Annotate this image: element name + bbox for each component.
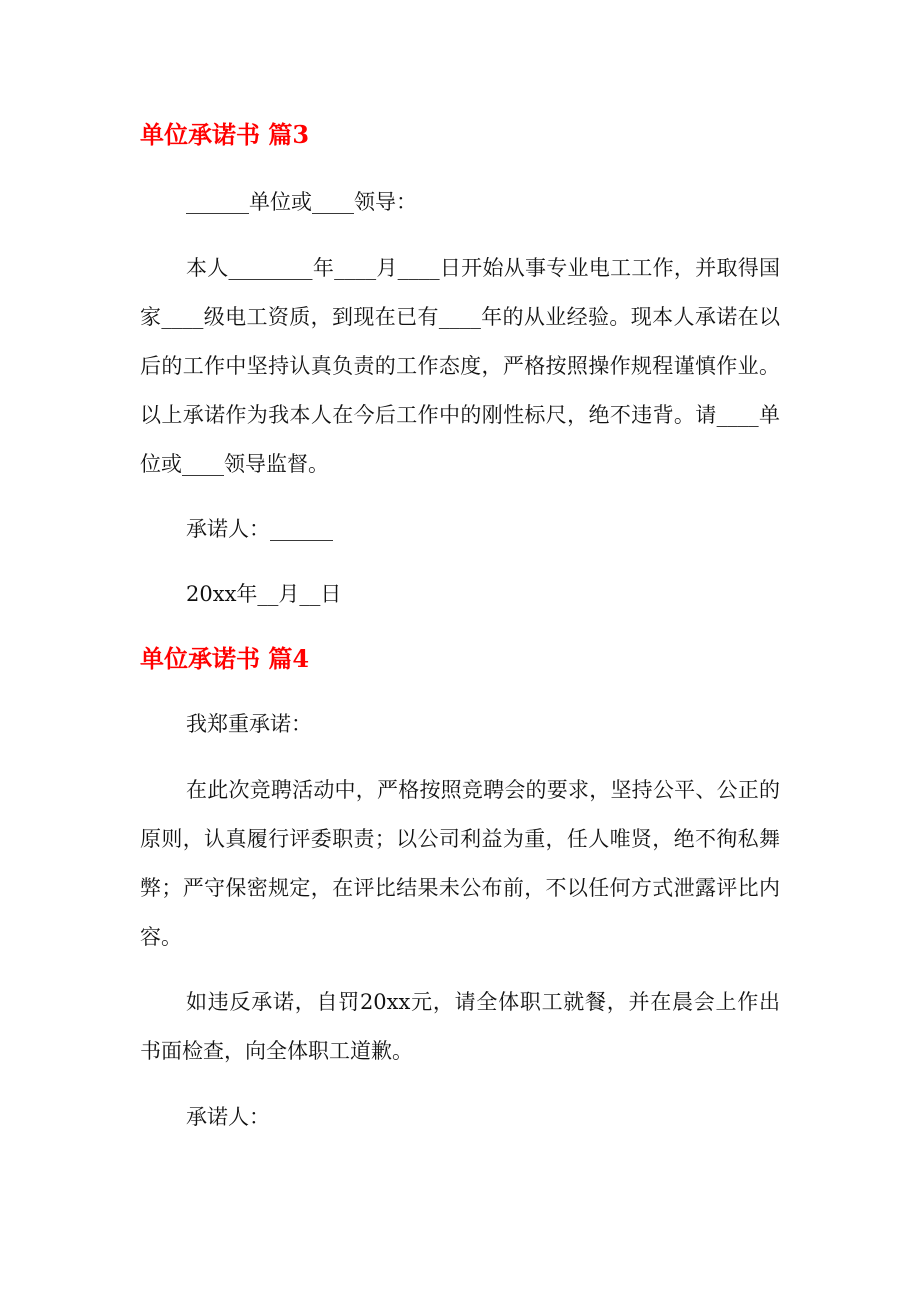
signatory-line: 承诺人：______ [186,517,333,541]
section-heading: 单位承诺书 篇4 [140,644,310,673]
penalty-clause: 如违反承诺，自罚20xx元，请全体职工就餐，并在晨会上作出书面检查，向全体职工道歉。 [140,990,780,1063]
commitment-body: 本人________年____月____日开始从事专业电工工作，并取得国家____级电工资质，到现在已有____年的从业经验。现本人承诺在以后的工作中坚持认真负责的工作态度，严格按照操作规程谨慎作业。以上承诺作为我本人在今后工作中的刚性标尺，绝不违背。请____单位或____领导监督。 [140,256,780,476]
signatory-line: 承诺人： [186,1105,270,1129]
section-heading: 单位承诺书 篇3 [140,120,310,149]
commitment-body: 在此次竞聘活动中，严格按照竞聘会的要求，坚持公平、公正的原则，认真履行评委职责；以公司利益为重，任人唯贤，绝不徇私舞弊；严守保密规定，在评比结果未公布前，不以任何方式泄露评比内容。 [140,778,780,949]
date-line: 20xx年__月__日 [186,582,342,606]
opening-statement: 我郑重承诺： [186,712,312,736]
salutation: ______单位或____领导： [186,190,417,214]
